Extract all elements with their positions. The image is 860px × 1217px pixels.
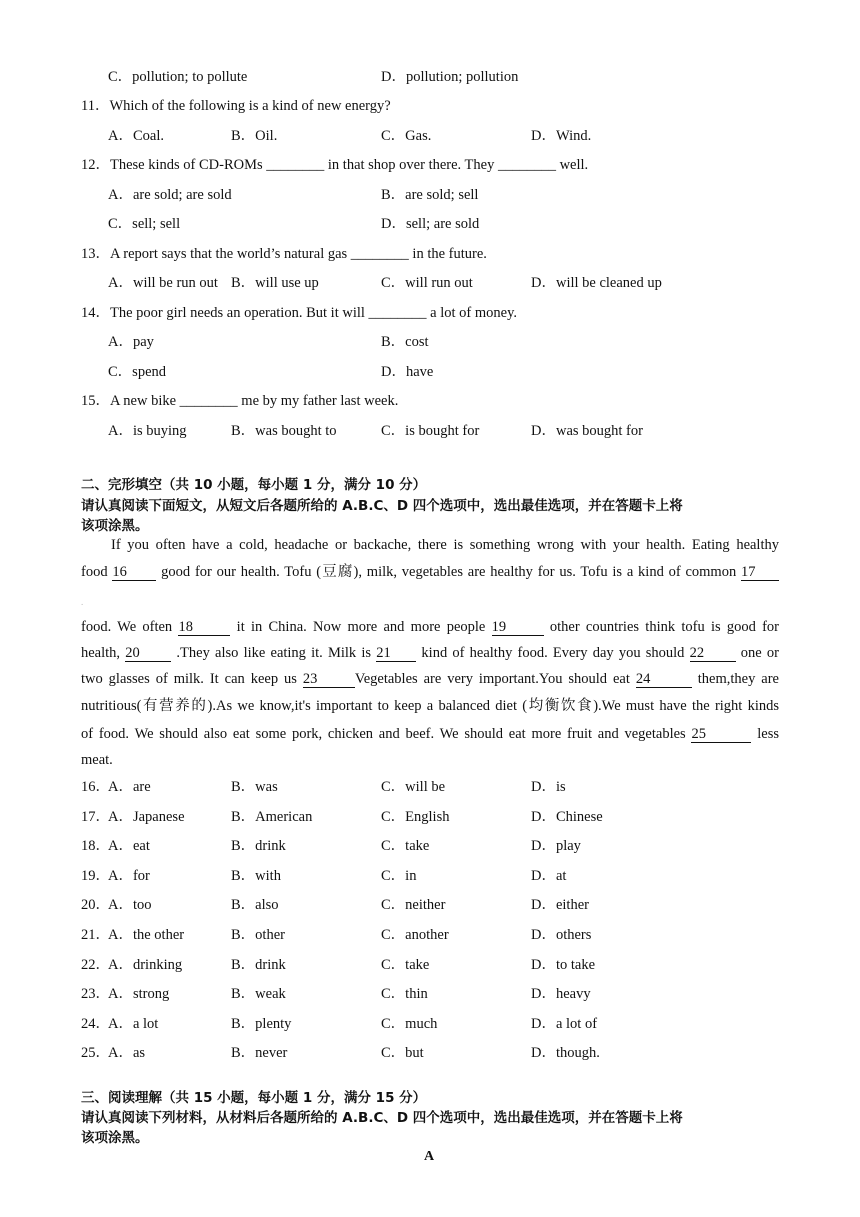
cloze-option-c: C．but (381, 1045, 424, 1062)
passage-text: kind of healthy food. Every day you should (416, 645, 690, 661)
cloze-option-d: D．a lot of (531, 1015, 598, 1032)
cloze-option-d: D．at (531, 867, 567, 884)
cloze-option-a: A．eat (108, 838, 150, 855)
option-c: C．pollution; to pollute (108, 69, 248, 85)
passage-text: them,they are (691, 671, 779, 687)
passage-line-1 (81, 536, 779, 554)
passage-text: .They also like eating it. Milk is (171, 645, 377, 661)
passage-text: it in China. Now more and more people (230, 619, 492, 635)
cloze-option-a: A．are (108, 779, 151, 795)
section-3-title: 三、阅读理解（共 15 小题，每小题 1 分，满分 15 分） (81, 1090, 427, 1106)
cloze-question-number: 22． (81, 956, 110, 973)
cloze-option-a: A．drinking (108, 956, 183, 973)
stray-mark: . (81, 597, 84, 607)
q15-option-c: C．is bought for (381, 423, 480, 439)
cloze-option-c: C．take (381, 956, 430, 973)
q12-option-a: A．are sold; are sold (108, 187, 232, 203)
blank-18[interactable]: 18 (178, 619, 230, 636)
cloze-option-b: B．never (231, 1045, 288, 1062)
q14-option-b: B．cost (381, 334, 429, 350)
blank-24[interactable]: 24 (636, 671, 692, 688)
q12-option-d: D．sell; are sold (381, 216, 480, 232)
section-2-instructions-cont: 该项涂黑。 (81, 518, 149, 534)
blank-20[interactable]: 20 (125, 645, 171, 662)
q13-option-d: D．will be cleaned up (531, 275, 662, 291)
passage-text: good for our health. Tofu (豆腐), milk, vegetables are healthy for us. Tofu is a kind of common (156, 564, 741, 580)
cloze-question-number: 19． (81, 867, 110, 884)
q15-option-a: A．is buying (108, 423, 187, 439)
cloze-option-a: A．too (108, 897, 152, 914)
section-2-instructions: 请认真阅读下面短文，从短文后各题所给的 A.B.C、D 四个选项中，选出最佳选项，并在答题卡上将 (81, 498, 683, 514)
cloze-question-number: 16． (81, 779, 110, 795)
cloze-option-c: C．neither (381, 897, 446, 914)
cloze-option-a: A．Japanese (108, 808, 185, 825)
q11-option-c: C．Gas. (381, 128, 432, 144)
q15-option-b: B．was bought to (231, 423, 337, 439)
question-14-stem: 14．The poor girl needs an operation. But it will ________ a lot of money. (81, 305, 517, 321)
passage-text: food. We often (81, 619, 179, 635)
section-3-instructions-cont: 该项涂黑。 (81, 1130, 149, 1146)
cloze-option-d: D．others (531, 927, 592, 943)
cloze-option-a: A．a lot (108, 1015, 159, 1032)
cloze-option-c: C．another (381, 927, 449, 943)
question-15-stem: 15．A new bike ________ me by my father last week. (81, 393, 399, 409)
q15-option-d: D．was bought for (531, 423, 643, 439)
cloze-option-b: B．was (231, 779, 278, 795)
cloze-option-d: D．play (531, 838, 581, 855)
section-2-title: 二、完形填空（共 10 小题，每小题 1 分，满分 10 分） (81, 477, 427, 493)
cloze-option-d: D．heavy (531, 986, 591, 1003)
blank-25[interactable]: 25 (691, 726, 751, 743)
blank-19[interactable]: 19 (492, 619, 544, 636)
passage-line-4 (81, 644, 779, 662)
cloze-option-b: B．with (231, 867, 281, 884)
cloze-option-c: C．English (381, 808, 450, 825)
question-11-stem: 11．Which of the following is a kind of new energy? (81, 98, 391, 114)
blank-16[interactable]: 16 (112, 564, 156, 581)
cloze-option-c: C．thin (381, 986, 428, 1003)
q12-option-b: B．are sold; sell (381, 187, 479, 203)
section-3-instructions: 请认真阅读下列材料，从材料后各题所给的 A.B.C、D 四个选项中，选出最佳选项，并在答题卡上将 (81, 1110, 683, 1126)
passage-text: of food. We should also eat some pork, chicken and beef. We should eat more fruit and vegetables (81, 726, 692, 742)
cloze-question-number: 17． (81, 808, 110, 825)
cloze-option-b: B．also (231, 897, 279, 914)
cloze-option-b: B．American (231, 808, 313, 825)
passage-text: If you often have a cold, headache or backache, there is something wrong with your health. Eating healthy (111, 537, 779, 553)
passage-line-7 (81, 725, 779, 743)
cloze-option-b: B．plenty (231, 1015, 292, 1032)
q11-option-d: D．Wind. (531, 128, 592, 144)
passage-text: less (751, 726, 779, 742)
cloze-option-a: A．as (108, 1045, 146, 1062)
blank-17[interactable]: 17 (741, 564, 779, 581)
cloze-option-c: C．will be (381, 779, 446, 795)
passage-text: food (81, 564, 113, 580)
passage-text: one or (735, 645, 780, 661)
cloze-question-number: 18． (81, 838, 110, 855)
cloze-option-d: D．Chinese (531, 808, 603, 825)
cloze-question-number: 25． (81, 1045, 110, 1062)
passage-text: nutritious(有营养的).As we know,it's important to keep a balanced diet (均衡饮食).We must have the right kinds (81, 698, 779, 714)
passage-a-label: A (424, 1149, 435, 1164)
cloze-question-number: 20． (81, 897, 110, 914)
passage-text: other countries think tofu is good for (543, 619, 780, 635)
blank-22[interactable]: 22 (690, 645, 736, 662)
question-13-stem: 13．A report says that the world’s natural gas ________ in the future. (81, 246, 487, 262)
passage-line-3 (81, 618, 779, 636)
passage-line-6 (81, 697, 779, 715)
cloze-question-number: 23． (81, 986, 110, 1003)
passage-line-8 (81, 751, 779, 769)
option-d: D．pollution; pollution (381, 69, 519, 85)
cloze-question-number: 21． (81, 927, 110, 943)
cloze-option-b: B．drink (231, 956, 286, 973)
q13-option-a: A．will be run out (108, 275, 218, 291)
cloze-option-d: D．to take (531, 956, 596, 973)
cloze-option-d: D．either (531, 897, 589, 914)
cloze-question-number: 24． (81, 1015, 110, 1032)
question-12-stem: 12．These kinds of CD-ROMs ________ in that shop over there. They ________ well. (81, 157, 589, 173)
q11-option-a: A．Coal. (108, 128, 164, 144)
cloze-option-c: C．much (381, 1015, 438, 1032)
cloze-option-c: C．take (381, 838, 430, 855)
cloze-option-a: A．strong (108, 986, 170, 1003)
blank-23[interactable]: 23 (303, 671, 355, 688)
cloze-option-d: D．though. (531, 1045, 600, 1062)
cloze-option-a: A．for (108, 867, 150, 884)
q14-option-c: C．spend (108, 364, 166, 380)
cloze-option-a: A．the other (108, 927, 185, 943)
q11-option-b: B．Oil. (231, 128, 278, 144)
q14-option-a: A．pay (108, 334, 154, 350)
cloze-option-b: B．other (231, 927, 285, 943)
passage-line-2 (81, 563, 779, 581)
cloze-option-b: B．drink (231, 838, 286, 855)
passage-text: meat. (81, 752, 113, 768)
cloze-option-b: B．weak (231, 986, 286, 1003)
passage-text: health, (81, 645, 126, 661)
q14-option-d: D．have (381, 364, 434, 380)
q13-option-c: C．will run out (381, 275, 473, 291)
passage-text: two glasses of milk. It can keep us (81, 671, 303, 687)
cloze-option-d: D．is (531, 779, 566, 795)
passage-line-5 (81, 670, 779, 688)
q13-option-b: B．will use up (231, 275, 319, 291)
passage-text: Vegetables are very important.You should eat (354, 671, 636, 687)
cloze-option-c: C．in (381, 867, 417, 884)
blank-21[interactable]: 21 (376, 645, 416, 662)
q12-option-c: C．sell; sell (108, 216, 181, 232)
